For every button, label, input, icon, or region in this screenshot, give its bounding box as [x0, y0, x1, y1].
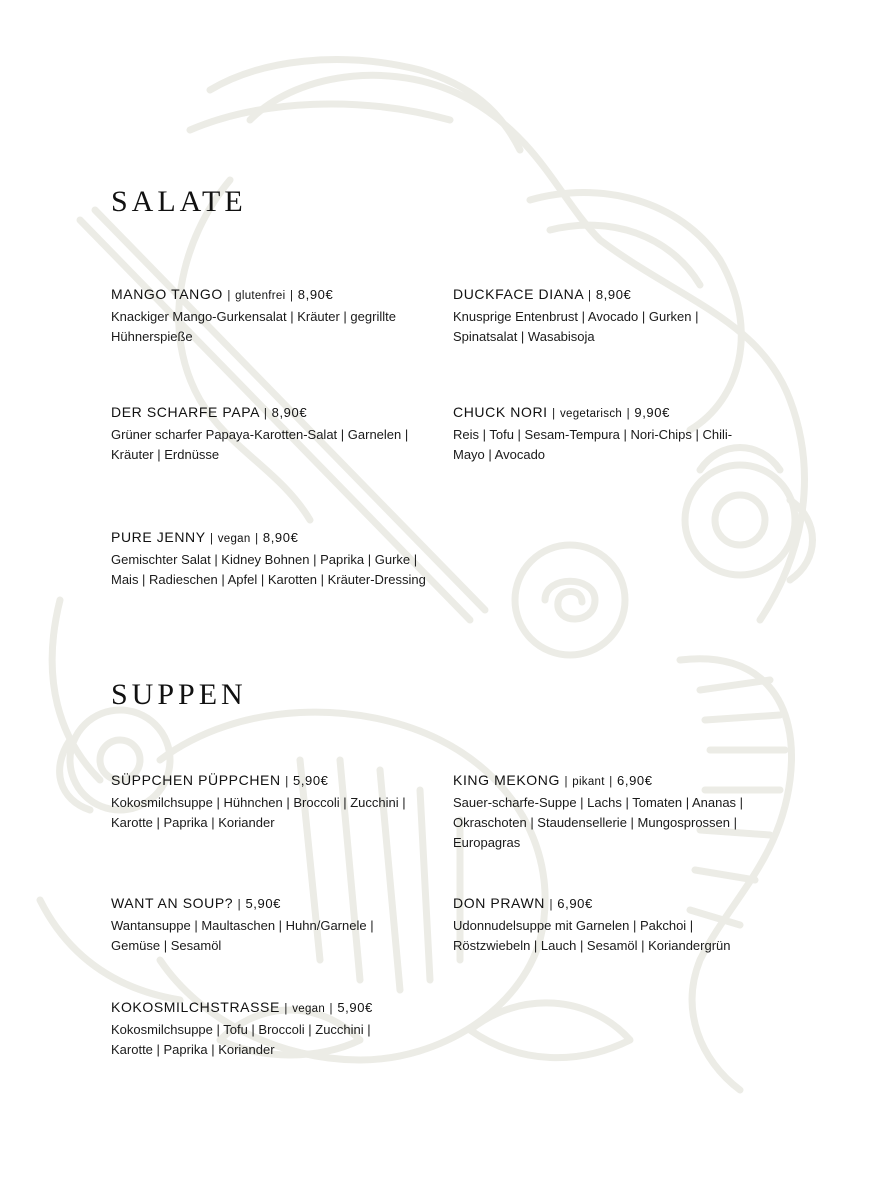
menu-item-king-mekong [453, 770, 793, 853]
item-separator: | [626, 408, 630, 420]
item-name: WANT AN SOUP? [111, 895, 234, 911]
item-diet-tag: vegan [217, 533, 251, 545]
section-title-suppen: SUPPEN [111, 678, 247, 711]
item-price: 5,90€ [292, 773, 329, 788]
item-name: SÜPPCHEN PÜPPCHEN [111, 772, 281, 788]
menu-item-duckface-diana [453, 284, 793, 347]
item-description: Kokosmilchsuppe | Hühnchen | Broccoli | Zucchini | Karotte | Paprika | Koriander [111, 795, 406, 830]
item-name: MANGO TANGO [111, 286, 223, 302]
item-description: Wantansuppe | Maultaschen | Huhn/Garnele | Gemüse | Sesamöl [111, 918, 374, 953]
item-separator: | [609, 776, 613, 788]
item-header [111, 402, 451, 424]
menu-item-don-prawn [453, 893, 793, 956]
item-description: Reis | Tofu | Sesam-Tempura | Nori-Chips | Chili-Mayo | Avocado [453, 427, 733, 462]
item-description: Gemischter Salat | Kidney Bohnen | Paprika | Gurke | Mais | Radieschen | Apfel | Karotten | Kräuter-Dressing [111, 552, 426, 587]
menu-item-der-scharfe-papa [111, 402, 451, 465]
item-diet-tag: glutenfrei [235, 290, 286, 302]
item-header [111, 770, 451, 792]
item-price: 6,90€ [617, 773, 653, 788]
item-separator: | [284, 1003, 288, 1015]
menu-item-kokosmilchstrasse [111, 997, 451, 1060]
item-price: 8,90€ [595, 287, 632, 302]
item-separator: | [329, 1003, 333, 1015]
item-separator: | [237, 899, 241, 911]
item-price: 9,90€ [634, 405, 670, 420]
item-separator: | [209, 533, 214, 545]
item-name: PURE JENNY [111, 529, 206, 545]
item-name: DUCKFACE DIANA [453, 286, 584, 302]
item-price: 8,90€ [262, 530, 299, 545]
item-price: 8,90€ [271, 405, 308, 420]
item-header [453, 893, 793, 915]
item-description: Knackiger Mango-Gurkensalat | Kräuter | gegrillte Hühnerspieße [111, 309, 396, 344]
item-description: Sauer-scharfe-Suppe | Lachs | Tomaten | Ananas | Okraschoten | Staudensellerie | Mungosprossen | Europagras [453, 795, 744, 850]
menu-item-chuck-nori [453, 402, 793, 465]
menu-item-mango-tango [111, 284, 451, 347]
item-diet-tag: vegetarisch [559, 408, 623, 420]
item-header [453, 770, 793, 792]
item-header [111, 893, 451, 915]
item-separator: | [263, 408, 268, 420]
item-price: 6,90€ [557, 896, 593, 911]
item-name: KING MEKONG [453, 772, 560, 788]
item-name: DER SCHARFE PAPA [111, 404, 260, 420]
item-diet-tag: vegan [292, 1003, 326, 1015]
item-header [453, 284, 793, 306]
item-name: CHUCK NORI [453, 404, 548, 420]
item-separator: | [549, 899, 553, 911]
item-header [111, 284, 451, 306]
item-name: DON PRAWN [453, 895, 545, 911]
menu-item-pure-jenny [111, 527, 451, 590]
item-description: Grüner scharfer Papaya-Karotten-Salat | Garnelen | Kräuter | Erdnüsse [111, 427, 409, 462]
item-separator: | [285, 776, 289, 788]
item-description: Kokosmilchsuppe | Tofu | Broccoli | Zucchini | Karotte | Paprika | Koriander [111, 1022, 371, 1057]
item-separator: | [588, 290, 592, 302]
menu-item-want-an-soup [111, 893, 451, 956]
menu-item-suppchen-puppchen [111, 770, 451, 833]
item-header [453, 402, 793, 424]
item-price: 5,90€ [245, 896, 282, 911]
item-diet-tag: pikant [572, 776, 605, 788]
item-name: KOKOSMILCHSTRASSE [111, 999, 280, 1015]
item-separator: | [552, 408, 556, 420]
item-description: Udonnudelsuppe mit Garnelen | Pakchoi | Röstzwiebeln | Lauch | Sesamöl | Koriandergrün [453, 918, 731, 953]
section-title-salate: SALATE [111, 185, 247, 218]
item-price: 8,90€ [297, 287, 334, 302]
item-separator: | [255, 533, 259, 545]
item-header [111, 527, 451, 549]
item-price: 5,90€ [337, 1000, 373, 1015]
item-separator: | [289, 290, 294, 302]
item-separator: | [564, 776, 568, 788]
item-description: Knusprige Entenbrust | Avocado | Gurken | Spinatsalat | Wasabisoja [453, 309, 699, 344]
item-separator: | [227, 290, 231, 302]
item-header [111, 997, 451, 1019]
